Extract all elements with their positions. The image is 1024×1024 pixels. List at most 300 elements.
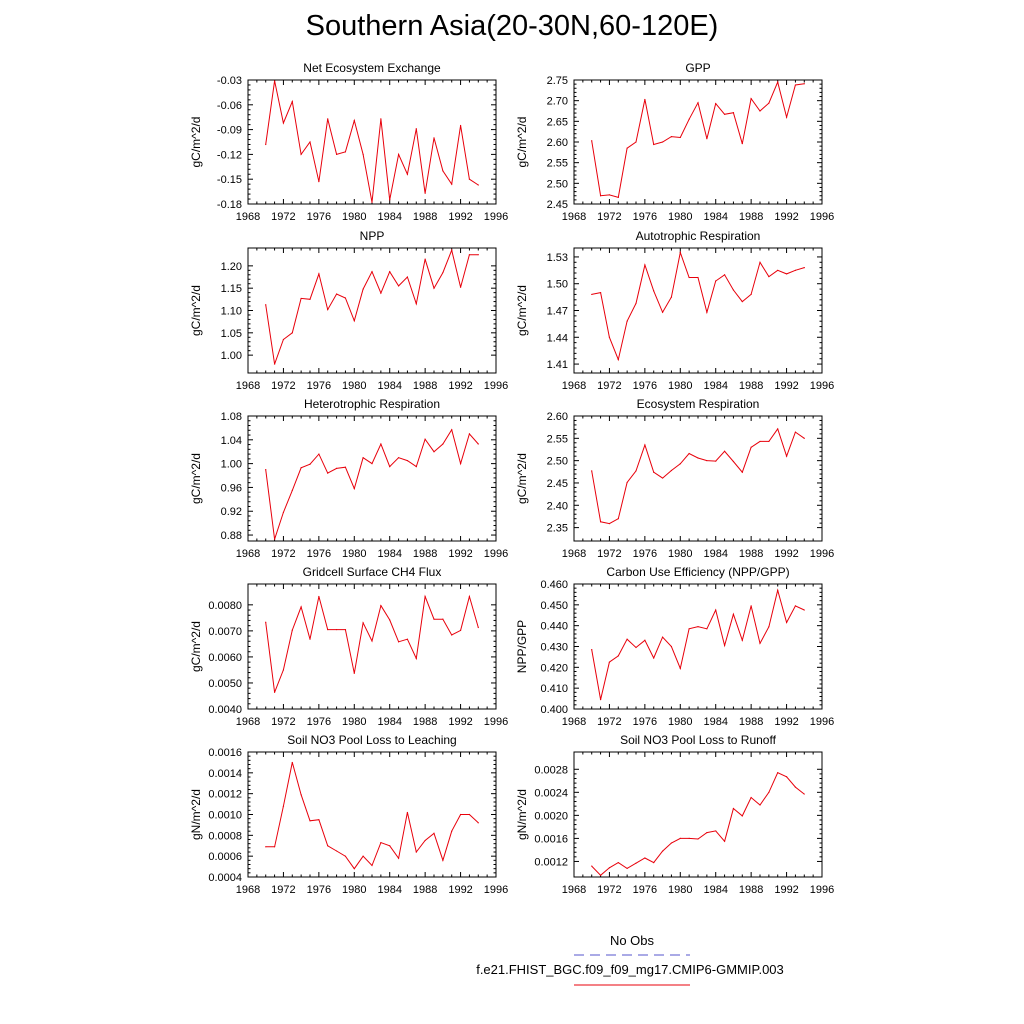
x-tick-label: 1976 — [632, 716, 658, 728]
data-point — [336, 154, 337, 155]
x-tick-label: 1988 — [738, 548, 764, 560]
data-point — [600, 195, 601, 196]
data-point — [345, 856, 346, 857]
data-point — [680, 137, 681, 138]
x-tick-label: 1980 — [668, 548, 693, 560]
data-point — [460, 287, 461, 288]
data-point — [416, 658, 417, 659]
x-tick-label: 1984 — [377, 211, 402, 223]
data-point — [416, 466, 417, 467]
data-point — [425, 840, 426, 841]
data-point — [354, 673, 355, 674]
x-tick-label: 1996 — [483, 716, 509, 728]
data-point — [478, 254, 479, 255]
data-point — [389, 271, 390, 272]
data-point — [265, 304, 266, 305]
chart-panel-7 — [189, 565, 508, 728]
y-tick-label: 1.08 — [220, 411, 242, 423]
y-tick-label: 0.400 — [540, 704, 568, 716]
y-tick-label: 0.420 — [540, 662, 568, 675]
data-point — [733, 808, 734, 809]
data-point — [759, 441, 760, 442]
y-tick-label: 2.75 — [546, 75, 568, 87]
data-point — [442, 170, 443, 171]
data-point — [662, 477, 663, 478]
data-point — [609, 337, 610, 338]
data-point — [662, 141, 663, 142]
data-point — [591, 649, 592, 650]
data-point — [345, 467, 346, 468]
data-point — [804, 609, 805, 610]
x-tick-label: 1972 — [597, 380, 622, 392]
data-point — [715, 830, 716, 831]
x-tick-label: 1980 — [342, 380, 367, 392]
data-point — [442, 443, 443, 444]
data-point — [433, 288, 434, 289]
data-point — [398, 154, 399, 155]
data-point — [804, 438, 805, 439]
y-tick-label: 0.0012 — [534, 856, 568, 869]
data-point — [363, 457, 364, 458]
data-point — [425, 596, 426, 597]
y-axis-label: gC/m^2/d — [515, 453, 529, 504]
data-point — [786, 622, 787, 623]
x-tick-label: 1976 — [306, 380, 332, 392]
data-point — [733, 614, 734, 615]
data-point — [407, 174, 408, 175]
data-point — [609, 194, 610, 195]
data-point — [469, 254, 470, 255]
data-point — [442, 860, 443, 861]
data-point — [416, 128, 417, 129]
data-point — [363, 288, 364, 289]
x-tick-label: 1984 — [703, 211, 728, 223]
series-line — [592, 590, 805, 699]
data-point — [265, 622, 266, 623]
data-point — [724, 841, 725, 842]
x-tick-label: 1972 — [271, 716, 296, 728]
series-line — [266, 81, 479, 203]
data-point — [345, 297, 346, 298]
y-tick-label: 1.50 — [546, 278, 568, 291]
data-point — [795, 787, 796, 788]
chart-title: Carbon Use Efficiency (NPP/GPP) — [606, 565, 790, 579]
data-point — [274, 80, 275, 81]
data-point — [591, 294, 592, 295]
y-tick-label: 0.0004 — [208, 872, 242, 884]
data-point — [345, 151, 346, 152]
data-point — [451, 250, 452, 251]
data-point — [644, 640, 645, 641]
data-point — [591, 140, 592, 141]
x-tick-label: 1972 — [271, 548, 296, 560]
series-line — [592, 773, 805, 876]
data-point — [318, 596, 319, 597]
data-point — [671, 842, 672, 843]
data-point — [283, 806, 284, 807]
data-point — [345, 629, 346, 630]
y-tick-label: 0.460 — [540, 579, 568, 591]
data-point — [653, 862, 654, 863]
y-axis-label: gC/m^2/d — [189, 285, 203, 336]
data-point — [662, 637, 663, 638]
data-point — [407, 639, 408, 640]
data-point — [627, 868, 628, 869]
data-point — [460, 814, 461, 815]
y-axis-label: gC/m^2/d — [189, 116, 203, 168]
y-tick-label: 0.0050 — [208, 677, 242, 690]
data-point — [318, 273, 319, 274]
plot-frame — [248, 752, 496, 877]
data-point — [733, 112, 734, 113]
y-tick-label: 1.47 — [546, 305, 568, 318]
x-tick-label: 1976 — [306, 211, 332, 223]
x-tick-label: 1992 — [448, 380, 473, 392]
data-point — [309, 299, 310, 300]
x-tick-label: 1992 — [448, 716, 473, 728]
x-tick-label: 1988 — [412, 211, 438, 223]
data-point — [795, 605, 796, 606]
data-point — [751, 447, 752, 448]
data-point — [689, 277, 690, 278]
x-tick-label: 1968 — [235, 716, 261, 728]
data-point — [795, 431, 796, 432]
data-point — [724, 274, 725, 275]
data-point — [292, 490, 293, 491]
plot-frame — [248, 80, 496, 204]
data-point — [292, 629, 293, 630]
x-tick-label: 1984 — [377, 548, 402, 560]
x-tick-label: 1988 — [412, 548, 438, 560]
data-point — [469, 179, 470, 180]
data-point — [759, 643, 760, 644]
data-point — [283, 339, 284, 340]
data-point — [301, 794, 302, 795]
data-point — [327, 473, 328, 474]
data-point — [354, 320, 355, 321]
y-tick-label: 0.0040 — [208, 704, 242, 716]
data-point — [786, 273, 787, 274]
y-axis-label: gC/m^2/d — [189, 453, 203, 504]
data-point — [715, 103, 716, 104]
y-tick-label: -0.12 — [216, 149, 242, 162]
data-point — [292, 101, 293, 102]
data-point — [460, 463, 461, 464]
data-point — [742, 143, 743, 144]
y-tick-label: 0.0016 — [534, 833, 568, 846]
chart-panel-9 — [189, 733, 508, 896]
data-point — [759, 110, 760, 111]
x-tick-label: 1992 — [448, 548, 473, 560]
x-tick-label: 1992 — [774, 548, 799, 560]
data-point — [265, 144, 266, 145]
series-line — [266, 250, 479, 364]
data-point — [398, 858, 399, 859]
y-tick-label: 0.450 — [540, 599, 568, 612]
y-tick-label: 0.0012 — [208, 788, 242, 801]
data-point — [433, 619, 434, 620]
data-point — [363, 856, 364, 857]
data-point — [336, 293, 337, 294]
y-tick-label: 0.0028 — [534, 764, 568, 777]
plot-frame — [574, 248, 822, 373]
data-point — [265, 846, 266, 847]
data-point — [398, 641, 399, 642]
data-point — [627, 482, 628, 483]
chart-title: Ecosystem Respiration — [636, 397, 760, 411]
plot-frame — [574, 584, 822, 709]
x-tick-label: 1996 — [809, 716, 835, 728]
data-point — [742, 815, 743, 816]
y-axis-label: gN/m^2/d — [189, 789, 203, 840]
data-point — [469, 433, 470, 434]
y-tick-label: 0.96 — [220, 482, 242, 495]
data-point — [600, 521, 601, 522]
x-tick-label: 1992 — [448, 211, 473, 223]
x-tick-label: 1988 — [412, 716, 438, 728]
y-tick-label: 0.0010 — [208, 809, 242, 822]
data-point — [644, 857, 645, 858]
data-point — [635, 647, 636, 648]
x-tick-label: 1988 — [738, 884, 764, 896]
chart-panel-3 — [189, 229, 508, 392]
plot-frame — [248, 416, 496, 541]
y-tick-label: 2.45 — [546, 477, 568, 490]
data-point — [283, 122, 284, 123]
y-axis-label: NPP/GPP — [515, 619, 529, 674]
data-point — [292, 762, 293, 763]
data-point — [301, 606, 302, 607]
data-point — [618, 655, 619, 656]
data-point — [336, 850, 337, 851]
page-title: Southern Asia(20-30N,60-120E) — [305, 10, 719, 42]
data-point — [354, 488, 355, 489]
x-tick-label: 1976 — [632, 380, 658, 392]
data-point — [653, 144, 654, 145]
data-point — [274, 692, 275, 693]
data-point — [318, 181, 319, 182]
data-point — [609, 523, 610, 524]
data-point — [301, 154, 302, 155]
data-point — [274, 539, 275, 540]
data-point — [759, 262, 760, 263]
x-tick-label: 1968 — [235, 884, 261, 896]
data-point — [380, 292, 381, 293]
x-tick-label: 1984 — [377, 380, 402, 392]
data-point — [724, 114, 725, 115]
data-point — [609, 662, 610, 663]
data-point — [478, 627, 479, 628]
data-point — [662, 312, 663, 313]
data-point — [318, 453, 319, 454]
y-axis-label: gC/m^2/d — [189, 621, 203, 672]
data-point — [398, 457, 399, 458]
y-tick-label: 0.440 — [540, 620, 568, 633]
y-tick-label: 0.0020 — [534, 810, 568, 823]
data-point — [644, 264, 645, 265]
x-tick-label: 1976 — [632, 548, 658, 560]
data-point — [609, 867, 610, 868]
data-point — [600, 292, 601, 293]
y-tick-label: 0.430 — [540, 641, 568, 654]
data-point — [433, 451, 434, 452]
y-tick-label: -0.03 — [216, 75, 242, 87]
legend-obs-label: No Obs — [609, 933, 655, 948]
y-axis-label: gN/m^2/d — [515, 789, 529, 840]
chart-title: Soil NO3 Pool Loss to Runoff — [620, 733, 776, 747]
data-point — [662, 850, 663, 851]
data-point — [433, 833, 434, 834]
data-point — [804, 267, 805, 268]
chart-title: Heterotrophic Respiration — [303, 397, 441, 411]
data-point — [442, 272, 443, 273]
x-tick-label: 1972 — [597, 884, 622, 896]
x-tick-label: 1980 — [342, 548, 367, 560]
data-point — [371, 640, 372, 641]
x-tick-label: 1988 — [738, 380, 764, 392]
data-point — [768, 626, 769, 627]
y-tick-label: 2.70 — [546, 95, 568, 108]
series-line — [592, 253, 805, 360]
data-point — [724, 645, 725, 646]
y-tick-label: 2.50 — [546, 178, 568, 191]
data-point — [627, 639, 628, 640]
x-tick-label: 1968 — [561, 548, 587, 560]
y-tick-label: 1.15 — [220, 283, 242, 296]
x-tick-label: 1992 — [774, 211, 799, 223]
data-point — [265, 469, 266, 470]
y-tick-label: 1.53 — [546, 251, 568, 264]
x-tick-label: 1968 — [561, 380, 587, 392]
series-line — [592, 82, 805, 197]
data-point — [627, 321, 628, 322]
chart-panel-8 — [515, 565, 834, 728]
plot-frame — [574, 80, 822, 204]
data-point — [425, 439, 426, 440]
data-point — [644, 444, 645, 445]
x-tick-label: 1996 — [483, 380, 509, 392]
x-tick-label: 1984 — [703, 548, 728, 560]
data-point — [478, 184, 479, 185]
data-point — [697, 457, 698, 458]
data-point — [389, 466, 390, 467]
data-point — [460, 125, 461, 126]
data-point — [363, 154, 364, 155]
data-point — [751, 797, 752, 798]
x-tick-label: 1996 — [483, 211, 509, 223]
y-tick-label: 0.0016 — [208, 747, 242, 759]
data-point — [336, 468, 337, 469]
data-point — [371, 271, 372, 272]
data-point — [715, 609, 716, 610]
data-point — [274, 846, 275, 847]
data-point — [706, 460, 707, 461]
data-point — [274, 363, 275, 364]
chart-title: Net Ecosystem Exchange — [303, 61, 441, 75]
data-point — [671, 136, 672, 137]
data-point — [680, 838, 681, 839]
x-tick-label: 1996 — [809, 884, 835, 896]
y-tick-label: 0.92 — [220, 506, 242, 519]
data-point — [742, 640, 743, 641]
data-point — [327, 309, 328, 310]
y-tick-label: 0.0060 — [208, 651, 242, 664]
data-point — [407, 812, 408, 813]
data-point — [398, 285, 399, 286]
data-point — [591, 865, 592, 866]
data-point — [327, 118, 328, 119]
y-tick-label: 2.60 — [546, 137, 568, 149]
y-tick-label: -0.15 — [216, 174, 242, 187]
data-point — [635, 863, 636, 864]
x-tick-label: 1992 — [774, 884, 799, 896]
data-point — [354, 868, 355, 869]
data-point — [371, 865, 372, 866]
data-point — [653, 657, 654, 658]
chart-panel-10 — [515, 733, 834, 896]
series-line — [266, 762, 479, 868]
x-tick-label: 1980 — [668, 884, 693, 896]
chart-panel-2 — [515, 61, 834, 223]
x-tick-label: 1992 — [774, 380, 799, 392]
x-tick-label: 1968 — [235, 380, 261, 392]
data-point — [751, 98, 752, 99]
x-tick-label: 1976 — [306, 884, 332, 896]
data-point — [635, 303, 636, 304]
data-point — [759, 804, 760, 805]
x-tick-label: 1972 — [597, 716, 622, 728]
y-tick-label: 0.0024 — [534, 787, 568, 800]
data-point — [336, 629, 337, 630]
data-point — [433, 137, 434, 138]
y-tick-label: -0.18 — [216, 199, 242, 211]
chart-title: Autotrophic Respiration — [635, 229, 761, 243]
y-tick-label: 2.50 — [546, 455, 568, 468]
x-tick-label: 1996 — [809, 211, 835, 223]
data-point — [742, 472, 743, 473]
data-point — [460, 630, 461, 631]
data-point — [804, 793, 805, 794]
data-point — [706, 832, 707, 833]
data-point — [327, 845, 328, 846]
x-tick-label: 1984 — [377, 884, 402, 896]
data-point — [469, 596, 470, 597]
y-tick-label: 1.20 — [220, 260, 242, 273]
data-point — [292, 332, 293, 333]
chart-panel-6 — [515, 397, 834, 560]
x-tick-label: 1984 — [703, 716, 728, 728]
data-point — [389, 619, 390, 620]
data-point — [389, 199, 390, 200]
data-point — [627, 148, 628, 149]
data-point — [618, 359, 619, 360]
y-tick-label: 0.410 — [540, 683, 568, 696]
data-point — [283, 512, 284, 513]
x-tick-label: 1976 — [632, 884, 658, 896]
data-point — [380, 605, 381, 606]
data-point — [653, 472, 654, 473]
data-point — [416, 851, 417, 852]
data-point — [706, 312, 707, 313]
data-point — [318, 819, 319, 820]
data-point — [786, 776, 787, 777]
legend — [0, 925, 1024, 1005]
y-axis-label: gC/m^2/d — [515, 285, 529, 336]
data-point — [697, 102, 698, 103]
y-tick-label: 1.00 — [220, 458, 242, 471]
data-point — [671, 646, 672, 647]
x-tick-label: 1996 — [809, 380, 835, 392]
